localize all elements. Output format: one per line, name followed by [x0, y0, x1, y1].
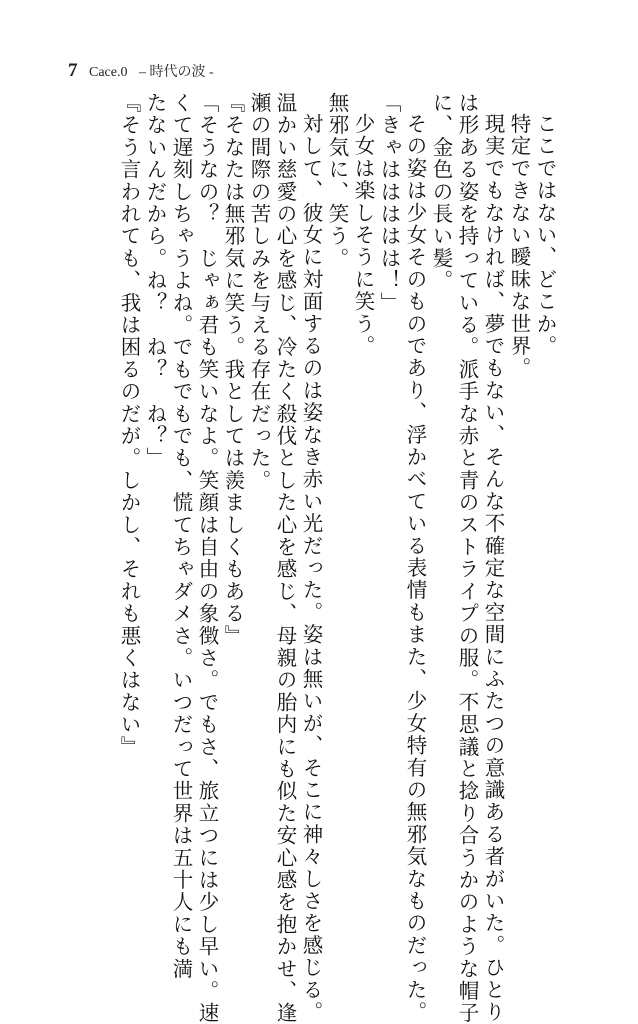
text-line: 『そなたは無邪気に笑う。我としては羨ましくもある』 [221, 92, 245, 647]
text-line: ここではない、どこか。 [533, 112, 557, 357]
text-line: 現実でもなければ、夢でもない、そんな不確定な空間にふたつの意識ある者がいた。ひとり [481, 112, 505, 1023]
text-line: に、金色の長い髪。 [429, 92, 453, 292]
chapter-label: Cace.0 [89, 65, 128, 80]
text-line: 『そう言われても、我は困るのだが。しかし、それも悪くはない』 [117, 92, 141, 758]
text-line: は形ある姿を持っている。派手な赤と青のストライプの服。不思議と捻り合うかのような帽子 [455, 92, 479, 1024]
running-header [68, 60, 214, 82]
text-line: たないんだから。ね？ ね？ ね？」 [143, 92, 167, 470]
text-line: 対して、彼女に対面するのは姿なき赤い光だった。姿は無いが、そこに神々しさを感じる。 [299, 112, 323, 1023]
text-line: 「きゃははははは！」 [377, 92, 401, 314]
chapter-title: – 時代の波 - [138, 65, 214, 80]
vertical-body-text [58, 92, 558, 1024]
page-number: 7 [68, 60, 78, 81]
text-line: その姿は少女そのものであり、浮かべている表情もまた、少女特有の無邪気なものだった。 [403, 112, 427, 1023]
text-line: 無邪気に、笑う。 [325, 92, 349, 270]
text-line: 少女は楽しそうに笑う。 [351, 112, 375, 357]
text-line: 温かい慈愛の心を感じ、冷たく殺伐とした心を感じ、母親の胎内にも似た安心感を抱かせ、逢 [273, 92, 297, 1024]
text-line: くて遅刻しちゃうよね。でもでもでも、慌てちゃダメさ。いつだって世界は五十人にも満 [169, 92, 193, 980]
text-line: 「そうなの？ じゃぁ君も笑いなよ。笑顔は自由の象徴さ。でもさ、旅立つには少し早い。速 [195, 92, 219, 1024]
text-line: 特定できない曖昧な世界。 [507, 112, 531, 379]
text-line: 瀬の間際の苦しみを与える存在だった。 [247, 92, 271, 492]
